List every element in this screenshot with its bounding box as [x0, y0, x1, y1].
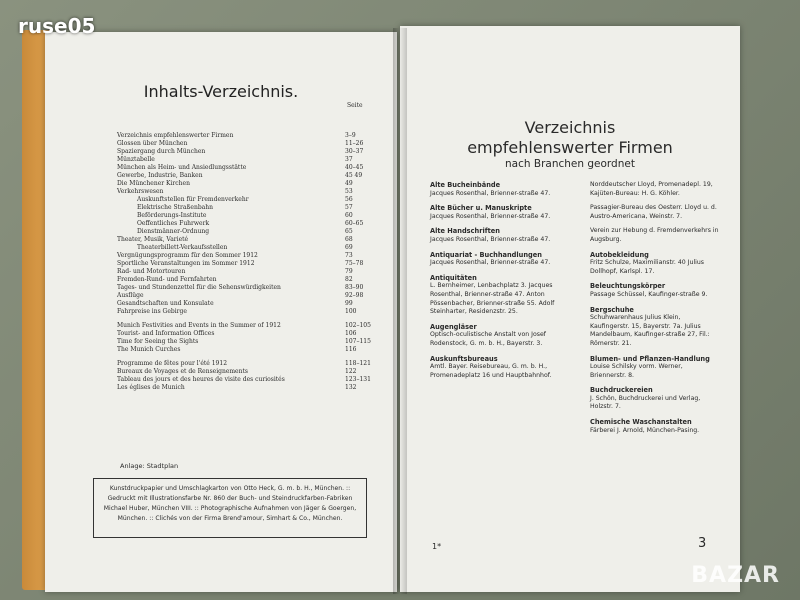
toc-entry-page: 40–45 [345, 164, 364, 171]
firm-entry [430, 227, 560, 244]
left-page [45, 32, 397, 592]
firm-category-heading: Augengläser [430, 322, 477, 331]
firm-entry [590, 251, 720, 277]
toc-entry-label: Dienstmänner-Ordnung [137, 228, 210, 235]
toc-entry-label: Munich Festivities and Events in the Summer of 1912 [117, 322, 281, 329]
toc-entry-page: 37 [345, 156, 353, 163]
firm-category-heading: Blumen- und Pflanzen-Handlung [590, 354, 710, 363]
toc-entry-page: 60–65 [345, 220, 364, 227]
firm-entry [430, 251, 560, 268]
firm-entry [590, 418, 720, 435]
toc-entry-label: Gewerbe, Industrie, Banken [117, 172, 203, 179]
firm-subtitle: nach Branchen geordnet [505, 158, 635, 170]
toc-entry-label: Beförderungs-Institute [137, 212, 207, 219]
firm-entry [590, 282, 720, 299]
firm-entry-text: Jacques Rosenthal, Brienner-straße 47. [430, 212, 551, 220]
watermark-top-left: ruse05 [18, 14, 96, 38]
firm-entry-text: Passagier-Bureau des Oesterr. Lloyd u. d. Austro-Americana, Weinstr. 7. [590, 204, 717, 220]
toc-entry-page: 106 [345, 330, 357, 337]
firm-entry-text: Louise Schilsky vorm. Werner, Briennerstr. 8. [590, 363, 683, 379]
imprint-box: Kunstdruckpapier und Umschlagkarton von Otto Heck, G. m. b. H., München. :: Gedruckt mit Illustrationsfarbe Nr. 860 der Buch- und Steindruckfarben-Fabriken Michael Huber, München VIII. :: Photographische Aufnahmen von Jäger & Goergen, München. :: Clichés von der Firma Brend'amour, Simhart & Co., München. [93, 478, 367, 538]
firm-entry [430, 355, 560, 381]
toc-entry-label: Time for Seeing the Sights [117, 338, 199, 345]
firm-category-heading: Beleuchtungskörper [590, 282, 666, 291]
printer-signature: 1* [432, 542, 442, 551]
firm-entry-text: Jacques Rosenthal, Brienner-straße 47. [430, 189, 551, 197]
toc-entry-page: 3–9 [345, 132, 356, 139]
toc-entry-label: Verkehrswesen [117, 188, 164, 195]
toc-entry-label: Die Münchener Kirchen [117, 180, 190, 187]
firm-category-heading: Buchdruckereien [590, 386, 653, 395]
toc-entry-page: 65 [345, 228, 353, 235]
firm-entry [430, 323, 560, 349]
firm-entry-text: Jacques Rosenthal, Brienner-straße 47. [430, 259, 551, 267]
toc-entry-label: Fahrpreise ins Gebirge [117, 308, 187, 315]
toc-entry-page: 30–37 [345, 148, 364, 155]
toc-entry-label: The Munich Curches [117, 346, 181, 353]
appendix-note: Anlage: Stadtplan [120, 462, 179, 470]
firm-entry [590, 227, 720, 244]
toc-entry-page: 60 [345, 212, 353, 219]
toc-entry-page: 83–90 [345, 284, 364, 291]
toc-entry-page: 118–121 [345, 360, 371, 367]
toc-entry-page: 132 [345, 384, 357, 391]
firm-category-heading: Antiquariat - Buchhandlungen [430, 250, 542, 259]
firm-category-heading: Antiquitäten [430, 273, 477, 282]
firm-entry [430, 181, 560, 198]
toc-entry-label: Theaterbillett-Verkaufsstellen [137, 244, 228, 251]
toc-entry-page: 49 [345, 180, 353, 187]
toc-entry-label: Programme de fêtes pour l'été 1912 [117, 360, 228, 367]
toc-page-label: Seite [347, 102, 363, 109]
page-number: 3 [698, 536, 707, 551]
firm-entry-text: Amtl. Bayer. Reisebureau, G. m. b. H., Promenadeplatz 16 und Hauptbahnhof. [430, 363, 552, 379]
toc-entry-label: Spaziergang durch München [117, 148, 206, 155]
firm-entry-text: Färberei J. Arnold, München-Pasing. [590, 426, 700, 434]
firm-entry-text: L. Bernheimer, Lenbachplatz 3. Jacques Rosenthal, Brienner-straße 47. Anton Pössenbacher, Brienner-straße 55. Adolf Steinharter, Residenzstr. 25. [430, 282, 555, 316]
toc-entry-page: 107–115 [345, 338, 371, 345]
firm-entry [590, 204, 720, 221]
firm-title-line1: Verzeichnis [524, 118, 616, 137]
toc-entry-page: 56 [345, 196, 353, 203]
toc-entry-label: Glossen über München [117, 140, 188, 147]
toc-entry-page: 75–78 [345, 260, 364, 267]
toc-entry-label: Fremden-Rund- und Fernfahrten [117, 276, 217, 283]
firm-title-line2: empfehlenswerter Firmen [467, 138, 673, 157]
toc-entry-page: 100 [345, 308, 357, 315]
toc-entry-label: Auskunftstellen für Fremdenverkehr [137, 196, 249, 203]
firm-entry-text: Optisch-oculistische Anstalt von Josef Rodenstock, G. m. b. H., Bayerstr. 3. [430, 331, 546, 347]
firm-entry [590, 181, 720, 198]
toc-entry-page: 79 [345, 268, 353, 275]
toc-entry-label: Sportliche Veranstaltungen im Sommer 1912 [117, 260, 255, 267]
toc-entry-page: 99 [345, 300, 353, 307]
firm-category-heading: Auskunftsbureaus [430, 354, 498, 363]
firm-column-b [590, 181, 720, 441]
firm-entry-text: Jacques Rosenthal, Brienner-straße 47. [430, 235, 551, 243]
toc-entry-page: 116 [345, 346, 357, 353]
toc-entry-page: 102–105 [345, 322, 371, 329]
toc-entry-label: Gesandtschaften und Konsulate [117, 300, 214, 307]
firm-entry-text: Schuhwarenhaus Julius Klein, Kaufingerstr. 15, Bayerstr. 7a. Julius Mandelbaum, Kaufinger-straße 27, Fil.: Römerstr. 21. [590, 314, 710, 347]
toc-entry-label: Rad- und Motortouren [117, 268, 186, 275]
toc-entry-label: Tourist- and Information Offices [117, 330, 215, 337]
firm-column-a [430, 181, 560, 386]
book-gutter [393, 28, 407, 594]
firm-category-heading: Bergschuhe [590, 305, 634, 314]
toc-entry-page: 68 [345, 236, 353, 243]
firm-entry-text: Fritz Schulze, Maximilianstr. 40 Julius Dollhopf, Karlspl. 17. [590, 259, 705, 275]
toc-entry-label: Bureaux de Voyages et de Renseignements [117, 368, 248, 375]
toc-title: Inhalts-Verzeichnis. [143, 82, 299, 101]
firm-category-heading: Autobekleidung [590, 250, 649, 259]
firm-entry [430, 204, 560, 221]
firm-entry-text: Norddeutscher Lloyd, Promenadepl. 19, Kajüten-Bureau: H. G. Köhler. [590, 181, 713, 197]
firm-category-heading: Alte Handschriften [430, 227, 500, 236]
watermark-bottom-right: BAZAR [691, 563, 780, 588]
firm-entry [590, 306, 720, 349]
toc-entry-label: München als Heim- und Ansiedlungsstätte [117, 164, 247, 171]
firm-entry [590, 386, 720, 412]
toc-entry-label: Vergnügungsprogramm für den Sommer 1912 [117, 252, 258, 259]
firm-entry-text: J. Schön, Buchdruckerei und Verlag, Holzstr. 7. [590, 394, 701, 411]
firm-entry-text: Passage Schüssel, Kaufinger-straße 9. [590, 290, 708, 298]
firm-entry-text: Verein zur Hebung d. Fremdenverkehrs in Augsburg. [590, 227, 719, 243]
toc-entry-page: 82 [345, 276, 353, 283]
toc-entry-page: 69 [345, 244, 353, 251]
toc-entry-page: 11–26 [345, 140, 364, 147]
toc-entry-label: Tages- und Stundenzettel für die Sehenswürdigkeiten [117, 284, 281, 291]
toc-entry-page: 53 [345, 188, 353, 195]
firm-category-heading: Chemische Waschanstalten [590, 418, 692, 427]
toc-entry-page: 122 [345, 368, 357, 375]
toc-entry-label: Oeffentliches Fuhrwerk [137, 220, 210, 227]
firm-category-heading: Alte Bucheinbände [430, 181, 501, 189]
toc-entry-page: 73 [345, 252, 353, 259]
right-page [400, 26, 740, 592]
firm-entry [430, 274, 560, 317]
toc-entry-label: Ausflüge [117, 292, 144, 299]
toc-entry-label: Verzeichnis empfehlenswerter Firmen [117, 132, 234, 139]
firm-category-heading: Alte Bücher u. Manuskripte [430, 204, 532, 213]
toc-entry-label: Münztabelle [117, 156, 155, 163]
toc-entry-page: 57 [345, 204, 353, 211]
toc-entry-label: Les églises de Munich [117, 384, 185, 391]
toc-entry-label: Elektrische Straßenbahn [137, 204, 213, 211]
toc-entry-label: Theater, Musik, Varieté [117, 236, 189, 243]
toc-entry-page: 45 49 [345, 172, 363, 179]
toc-entry-page: 123–131 [345, 376, 371, 383]
toc-entry-page: 92–98 [345, 292, 364, 299]
firm-entry [590, 355, 720, 381]
toc-entry-label: Tableau des jours et des heures de visite des curiosités [117, 376, 285, 383]
